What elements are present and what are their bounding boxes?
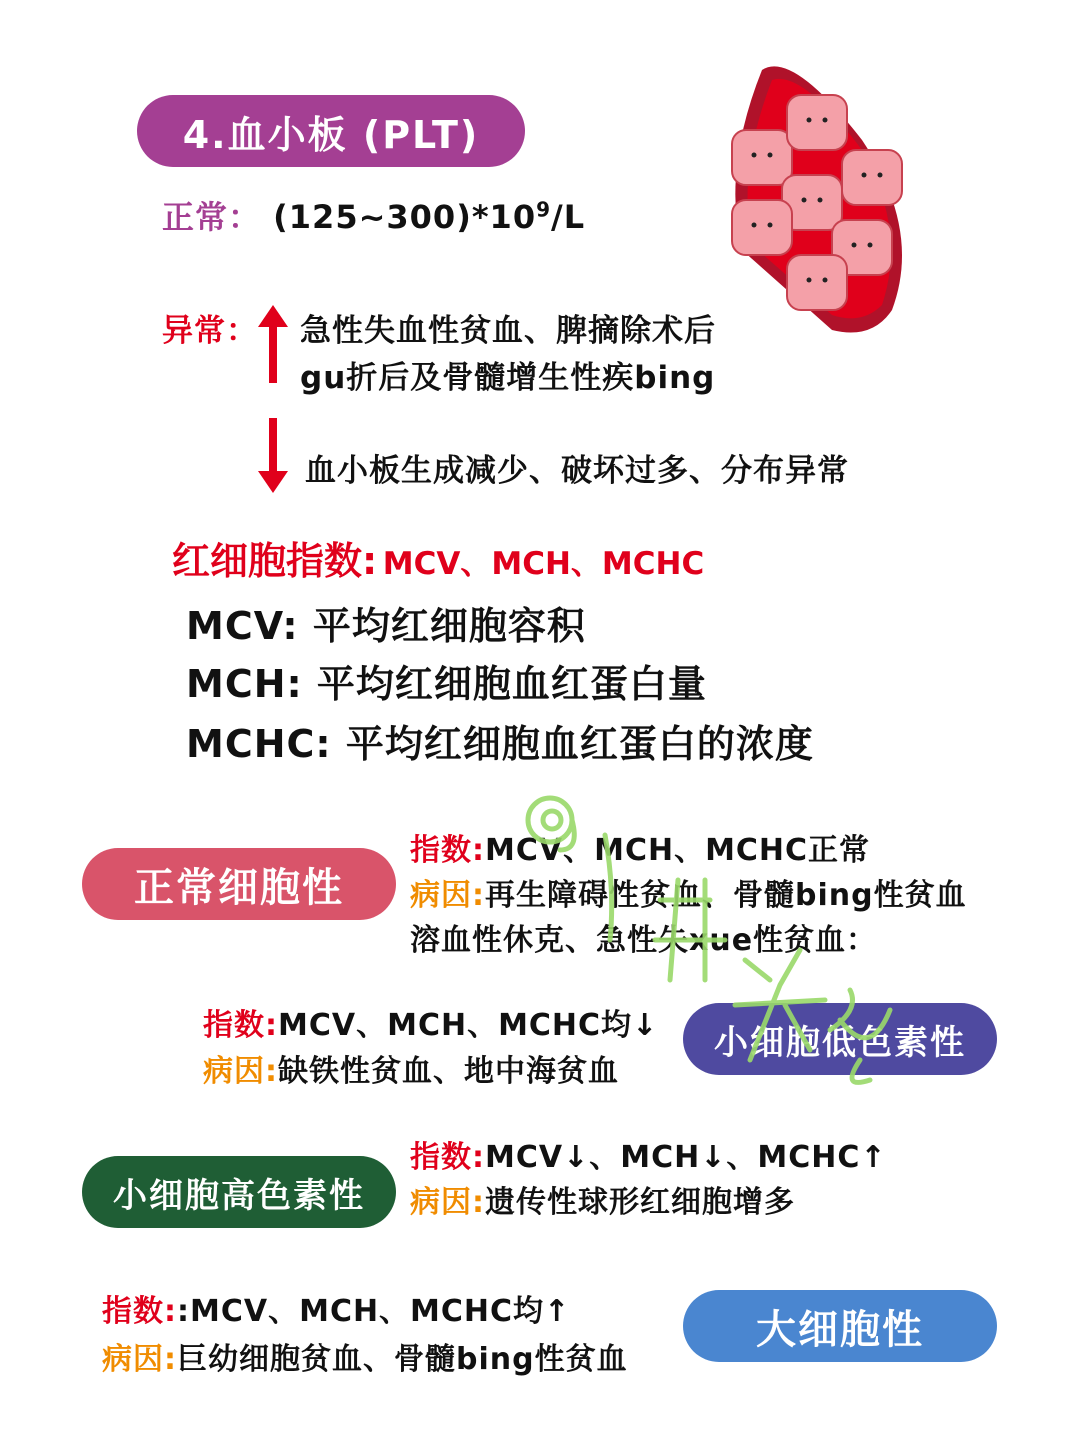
cause-value: 缺铁性贫血、地中海贫血 <box>278 1054 619 1089</box>
type-name-microcytic-hyper: 小细胞高色素性 <box>113 1175 365 1216</box>
plt-normal-value: (125~300)*10 <box>273 198 537 236</box>
watermark-signature <box>510 780 910 1100</box>
type-microcytic-hyper-cause <box>410 1177 795 1221</box>
type-name-macrocytic: 大细胞性 <box>756 1306 924 1353</box>
cause-value: 巨幼细胞贫血、骨髓bing性贫血 <box>177 1342 628 1377</box>
cause-label: 病因: <box>410 878 485 913</box>
type-normocytic-cause2: 溶血性休克、急性失xue性贫血： <box>410 923 878 958</box>
plt-normal-label: 正常： <box>162 198 262 236</box>
plt-normal-sup: 9 <box>536 197 551 222</box>
type-macrocytic-cause <box>102 1334 628 1378</box>
index-value: :MCV、MCH、MCHC均↑ <box>177 1294 571 1329</box>
type-name-microcytic-hypo: 小细胞低色素性 <box>714 1022 966 1063</box>
index-label: 指数: <box>410 833 485 868</box>
index-value: MCV、MCH、MCHC均↓ <box>278 1008 659 1043</box>
type-pill-macrocytic <box>683 1290 997 1362</box>
type-microcytic-hyper-index <box>410 1132 886 1176</box>
rbc-index-line-mcv: MCV: 平均红细胞容积 <box>186 604 586 648</box>
type-pill-normocytic <box>82 848 396 920</box>
index-label: 指数: <box>203 1008 278 1043</box>
rbc-index-heading: 红细胞指数: <box>172 539 378 583</box>
plt-normal-unit: /L <box>551 198 586 236</box>
platelet-illustration <box>722 50 942 350</box>
type-macrocytic-index <box>102 1286 570 1330</box>
plt-abnormal-label: 异常： <box>162 313 258 349</box>
arrow-up-icon <box>258 305 288 385</box>
cause-value: 再生障碍性贫血、骨髓bing性贫血 <box>485 878 967 913</box>
index-value: MCV、MCH、MCHC正常 <box>485 833 871 868</box>
cause-label: 病因: <box>203 1054 278 1089</box>
rbc-index-items: MCV、MCH、MCHC <box>382 546 705 582</box>
rbc-index-heading-row <box>172 530 704 585</box>
plt-up-line2: gu折后及骨髓增生性疾bing <box>300 360 716 396</box>
arrow-down-icon <box>258 418 288 493</box>
plt-down-line: 血小板生成减少、破坏过多、分布异常 <box>305 453 849 489</box>
index-label: 指数: <box>102 1294 177 1329</box>
index-value: MCV↓、MCH↓、MCHC↑ <box>485 1140 887 1175</box>
rbc-index-line-mch: MCH: 平均红细胞血红蛋白量 <box>186 662 707 706</box>
plt-title-pill <box>137 95 525 167</box>
cause-value: 遗传性球形红细胞增多 <box>485 1185 795 1220</box>
type-pill-microcytic-hyper <box>82 1156 396 1228</box>
cause-label: 病因: <box>102 1342 177 1377</box>
rbc-index-line-mchc: MCHC: 平均红细胞血红蛋白的浓度 <box>186 722 814 766</box>
cause-label: 病因: <box>410 1185 485 1220</box>
plt-up-line1: 急性失血性贫血、脾摘除术后 <box>300 313 716 349</box>
plt-normal-row <box>162 192 585 238</box>
plt-title: 4.血小板 (PLT) <box>182 112 480 157</box>
type-name-normocytic: 正常细胞性 <box>134 864 344 911</box>
index-label: 指数: <box>410 1140 485 1175</box>
